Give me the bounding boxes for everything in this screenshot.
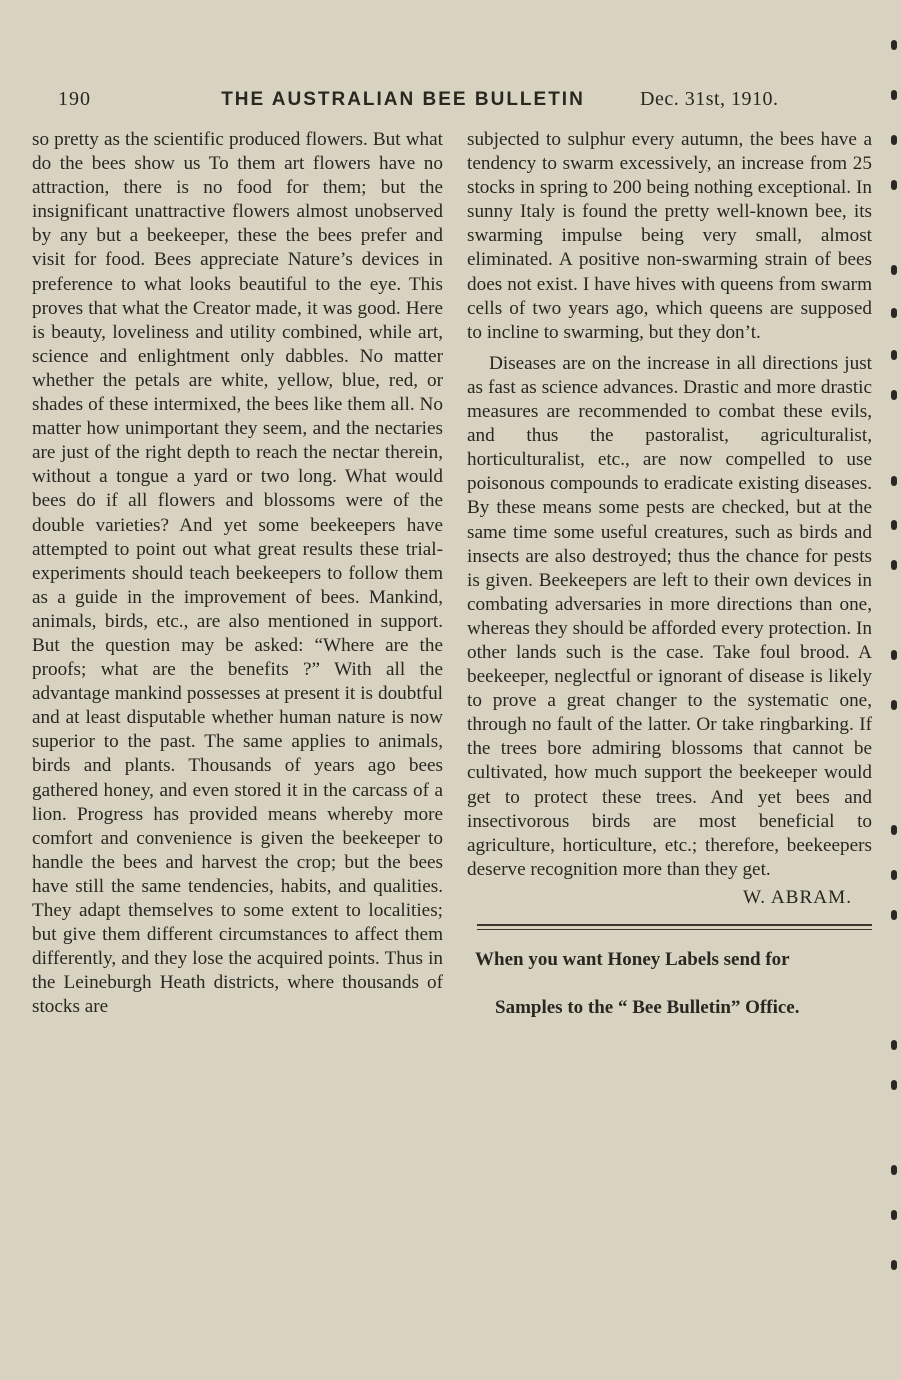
margin-mark bbox=[891, 910, 897, 920]
margin-mark bbox=[891, 700, 897, 710]
notice-line-2: Samples to the “ Bee Bulletin” Office. bbox=[495, 997, 800, 1018]
issue-date: Dec. 31st, 1910. bbox=[640, 88, 779, 110]
margin-mark bbox=[891, 135, 897, 145]
margin-mark bbox=[891, 1210, 897, 1220]
margin-mark bbox=[891, 560, 897, 570]
margin-mark bbox=[891, 1165, 897, 1175]
notice-line-1: When you want Honey Labels send for bbox=[475, 949, 790, 970]
right-paragraph-2: Diseases are on the increase in all directions just as fast as science advances. Drastic and more drastic measures are recommended to combat these evils, and thus the pastoralist, agriculturalist, horticulturalist, etc., are now compelled to use poisonous compounds to eradicate existing diseases. By these means some pests are checked, but at the same time some useful creatures, such as birds and insects are also destroyed; thus the chance for pests is given. Beekeepers are left to their own devices in combating adversaries in more directions than one, whereas they should be afforded every protection. In other lands such is the case. Take foul brood. A beekeeper, neglectful or ignorant of disease is likely to prove a great changer to the systematic one, through no fault of the latter. Or take ringbarking. If the trees bore admiring blossoms that cannot be cultivated, how much support the beekeeper would get to protect these trees. And yet bees and insectivorous birds are most beneficial to agriculture, horticulture, etc.; therefore, beekeepers deserve recognition more than they get. bbox=[467, 352, 872, 880]
page-number: 190 bbox=[58, 88, 91, 110]
right-paragraph-1: subjected to sulphur every autumn, the bees have a tendency to swarm excessively, an increase from 25 stocks in spring to 200 being nothing exceptional. In sunny Italy is found the pretty well-known bee, its swarming impulse being very small, almost eliminated. A positive non-swarming strain of bees does not exist. I have hives with queens from swarm cells of two years ago, which queens are supposed to incline to swarming, but they don’t. bbox=[467, 129, 872, 343]
margin-mark bbox=[891, 825, 897, 835]
margin-mark bbox=[891, 180, 897, 190]
margin-mark bbox=[891, 265, 897, 275]
margin-mark bbox=[891, 40, 897, 50]
left-column bbox=[32, 128, 443, 1019]
margin-mark bbox=[891, 308, 897, 318]
journal-title: THE AUSTRALIAN BEE BULLETIN bbox=[221, 89, 585, 110]
margin-mark bbox=[891, 90, 897, 100]
margin-mark bbox=[891, 350, 897, 360]
margin-mark bbox=[891, 1260, 897, 1270]
margin-mark bbox=[891, 1040, 897, 1050]
divider-thin-rule bbox=[477, 929, 872, 930]
page-header bbox=[58, 88, 838, 116]
margin-mark bbox=[891, 520, 897, 530]
margin-mark bbox=[891, 476, 897, 486]
margin-mark bbox=[891, 1080, 897, 1090]
right-column bbox=[467, 128, 872, 1020]
advertisement-notice bbox=[467, 948, 872, 1020]
margin-mark bbox=[891, 390, 897, 400]
section-divider bbox=[477, 924, 872, 930]
margin-mark bbox=[891, 870, 897, 880]
margin-mark bbox=[891, 650, 897, 660]
left-column-text: so pretty as the scientific produced flowers. But what do the bees show us To them art flowers have no attraction, there is no food for them; but the insignificant unattractive flowers almost unobserved by any but a beekeeper, these the bees prefer and visit for food. Bees appreciate Nature’s devices in preference to what looks beautiful to the eye. This proves that what the Creator made, it was good. Here is beauty, loveliness and utility combined, while art, science and enlightment only dabbles. No matter whether the petals are white, yellow, blue, red, or shades of these intermixed, the bees like them all. No matter how unimportant they seem, and the nectaries are just of the right depth to reach the nectar therein, without a tongue a yard or two long. What would bees do if all flowers and blossoms were of the double varieties? And yet some beekeepers have attempted to point out what great results these trial-experiments should teach beekeepers to follow them as a guide in the improvement of bees. Mankind, animals, birds, etc., are also mentioned in support. But the question may be asked: “Where are the proofs; what are the benefits ?” With all the advantage mankind possesses at present it is doubtful and at least disputable whether human nature is now superior to the past. The same applies to animals, birds and plants. Thousands of years ago bees gathered honey, and even stored it in the carcass of a lion. Progress has provided means whereby more comfort and convenience is given the beekeeper to handle the bees and harvest the crop; but the bees have still the same tendencies, habits, and qualities. They adapt themselves to some extent to localities; but give them different circumstances to affect them differently, and they lose the acquired points. Thus in the Leineburgh Heath districts, where thousands of stocks are bbox=[32, 129, 443, 1018]
author-signature: W. ABRAM. bbox=[742, 886, 852, 908]
divider-thick-rule bbox=[477, 924, 872, 926]
binding-margin-marks bbox=[861, 40, 901, 1300]
